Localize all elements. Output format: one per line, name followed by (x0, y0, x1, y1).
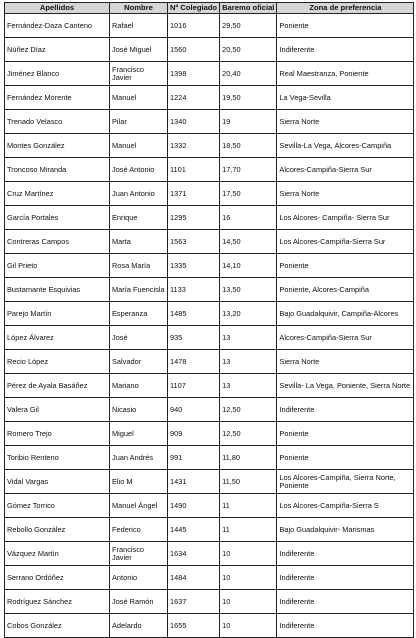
cell-apellidos: Rodríguez Sánchez (5, 590, 110, 614)
cell-zona: Sierra Norte (277, 110, 414, 134)
cell-baremo: 10 (220, 590, 277, 614)
cell-apellidos: Montes González (5, 134, 110, 158)
cell-nombre: José Antonio (110, 158, 168, 182)
cell-zona: Indiferente (277, 614, 414, 638)
cell-colegiado: 1563 (168, 230, 220, 254)
table-row (5, 14, 414, 38)
header-nombre: Nombre (110, 3, 168, 14)
cell-zona: Sierra Norte (277, 350, 414, 374)
cell-baremo: 10 (220, 542, 277, 566)
cell-apellidos: Trenado Velasco (5, 110, 110, 134)
cell-colegiado: 1016 (168, 14, 220, 38)
cell-apellidos: Romero Trejo (5, 422, 110, 446)
cell-zona: Bajo Guadalquivir- Marismas (277, 518, 414, 542)
cell-colegiado: 1107 (168, 374, 220, 398)
cell-nombre: Adelardo (110, 614, 168, 638)
cell-nombre: Elio M (110, 470, 168, 494)
cell-colegiado: 940 (168, 398, 220, 422)
cell-zona: Los Alcores-Campiña, Sierra Norte, Poniente (277, 470, 414, 494)
table-row (5, 86, 414, 110)
preference-table (4, 2, 414, 638)
cell-apellidos: Recio López (5, 350, 110, 374)
cell-baremo: 10 (220, 614, 277, 638)
cell-colegiado: 1431 (168, 470, 220, 494)
cell-nombre: Manuel Ángel (110, 494, 168, 518)
cell-baremo: 13,50 (220, 278, 277, 302)
cell-nombre: María Fuencisla (110, 278, 168, 302)
table-row (5, 446, 414, 470)
table-row (5, 302, 414, 326)
header-baremo: Baremo oficial (220, 3, 277, 14)
table-row (5, 590, 414, 614)
cell-colegiado: 1332 (168, 134, 220, 158)
cell-baremo: 13,20 (220, 302, 277, 326)
table-row (5, 134, 414, 158)
cell-nombre: José Miguel (110, 38, 168, 62)
cell-colegiado: 1655 (168, 614, 220, 638)
cell-baremo: 13 (220, 374, 277, 398)
cell-apellidos: Vidal Vargas (5, 470, 110, 494)
table-row (5, 254, 414, 278)
cell-zona: Los Alcores-Campiña-Sierra Sur (277, 230, 414, 254)
table-row (5, 38, 414, 62)
cell-apellidos: Fernández Morente (5, 86, 110, 110)
cell-colegiado: 1335 (168, 254, 220, 278)
cell-nombre: Juan Antonio (110, 182, 168, 206)
table-row (5, 62, 414, 86)
cell-baremo: 20,50 (220, 38, 277, 62)
cell-colegiado: 935 (168, 326, 220, 350)
cell-baremo: 16 (220, 206, 277, 230)
cell-baremo: 14,50 (220, 230, 277, 254)
table-row (5, 230, 414, 254)
table-row (5, 374, 414, 398)
cell-zona: Sevilla- La Vega, Poniente, Sierra Norte (277, 374, 414, 398)
cell-zona: Real Maestranza, Poniente (277, 62, 414, 86)
cell-apellidos: Cobos González (5, 614, 110, 638)
cell-nombre: Nicasio (110, 398, 168, 422)
cell-colegiado: 1560 (168, 38, 220, 62)
cell-nombre: Francisco Javier (110, 542, 168, 566)
cell-apellidos: Gil Prieto (5, 254, 110, 278)
cell-nombre: Manuel (110, 134, 168, 158)
cell-apellidos: Gómez Torrico (5, 494, 110, 518)
cell-apellidos: Toribio Renteno (5, 446, 110, 470)
cell-colegiado: 1133 (168, 278, 220, 302)
header-zona: Zona de preferencia (277, 3, 414, 14)
cell-nombre: Antonio (110, 566, 168, 590)
cell-apellidos: Parejo Martín (5, 302, 110, 326)
cell-apellidos: Jiménez Blanco (5, 62, 110, 86)
cell-apellidos: Pérez de Ayala Basáñez (5, 374, 110, 398)
cell-zona: Poniente (277, 14, 414, 38)
cell-nombre: Mariano (110, 374, 168, 398)
cell-baremo: 20,40 (220, 62, 277, 86)
cell-baremo: 10 (220, 566, 277, 590)
header-row (5, 3, 414, 14)
cell-colegiado: 909 (168, 422, 220, 446)
table-row (5, 158, 414, 182)
table-row (5, 326, 414, 350)
cell-zona: Poniente (277, 446, 414, 470)
cell-zona: Sevilla-La Vega, Alcores-Campiña (277, 134, 414, 158)
cell-baremo: 11 (220, 518, 277, 542)
table-row (5, 422, 414, 446)
cell-zona: Alcores-Campiña-Sierra Sur (277, 326, 414, 350)
cell-baremo: 11,80 (220, 446, 277, 470)
cell-nombre: Esperanza (110, 302, 168, 326)
cell-baremo: 14,10 (220, 254, 277, 278)
cell-nombre: Rosa María (110, 254, 168, 278)
cell-nombre: José (110, 326, 168, 350)
cell-nombre: Rafael (110, 14, 168, 38)
cell-zona: Los Alcores-Campiña-Sierra S (277, 494, 414, 518)
cell-baremo: 18,50 (220, 134, 277, 158)
cell-baremo: 12,50 (220, 398, 277, 422)
cell-baremo: 19 (220, 110, 277, 134)
table-header (5, 3, 414, 14)
cell-nombre: Enrique (110, 206, 168, 230)
table-row (5, 398, 414, 422)
cell-nombre: José Ramón (110, 590, 168, 614)
cell-apellidos: Fernández-Daza Canteno (5, 14, 110, 38)
table-row (5, 518, 414, 542)
cell-nombre: Juan Andrés (110, 446, 168, 470)
cell-colegiado: 1340 (168, 110, 220, 134)
cell-nombre: Pilar (110, 110, 168, 134)
header-colegiado: Nº Colegiado (168, 3, 220, 14)
cell-baremo: 19,50 (220, 86, 277, 110)
cell-baremo: 12,50 (220, 422, 277, 446)
cell-zona: Indiferente (277, 542, 414, 566)
cell-apellidos: Valera Gil (5, 398, 110, 422)
cell-nombre: Marta (110, 230, 168, 254)
cell-nombre: Miguel (110, 422, 168, 446)
cell-colegiado: 1445 (168, 518, 220, 542)
cell-zona: Poniente, Alcores-Campiña (277, 278, 414, 302)
cell-apellidos: Cruz Martínez (5, 182, 110, 206)
cell-colegiado: 1634 (168, 542, 220, 566)
cell-zona: Bajo Guadalquivir, Campiña-Alcores (277, 302, 414, 326)
table-row (5, 470, 414, 494)
header-apellidos: Apellidos (5, 3, 110, 14)
cell-zona: Indiferente (277, 38, 414, 62)
cell-zona: Poniente (277, 254, 414, 278)
cell-nombre: Federico (110, 518, 168, 542)
cell-colegiado: 1485 (168, 302, 220, 326)
cell-apellidos: Vázquez Martín (5, 542, 110, 566)
cell-baremo: 13 (220, 326, 277, 350)
cell-zona: Indiferente (277, 566, 414, 590)
cell-zona: Indiferente (277, 590, 414, 614)
cell-colegiado: 1484 (168, 566, 220, 590)
cell-apellidos: Núñez Díaz (5, 38, 110, 62)
cell-baremo: 11,50 (220, 470, 277, 494)
cell-nombre: Salvador (110, 350, 168, 374)
cell-nombre: Francisco Javier (110, 62, 168, 86)
cell-colegiado: 1295 (168, 206, 220, 230)
cell-apellidos: García Portales (5, 206, 110, 230)
cell-zona: Sierra Norte (277, 182, 414, 206)
cell-baremo: 13 (220, 350, 277, 374)
cell-nombre: Manuel (110, 86, 168, 110)
cell-zona: La Vega-Sevilla (277, 86, 414, 110)
cell-colegiado: 1371 (168, 182, 220, 206)
cell-colegiado: 1101 (168, 158, 220, 182)
cell-baremo: 17,70 (220, 158, 277, 182)
cell-apellidos: Troncoso Miranda (5, 158, 110, 182)
cell-zona: Poniente (277, 422, 414, 446)
cell-apellidos: Rebollo González (5, 518, 110, 542)
table-row (5, 542, 414, 566)
table-row (5, 566, 414, 590)
cell-apellidos: Bustamante Esquivias (5, 278, 110, 302)
cell-zona: Alcores-Campiña-Sierra Sur (277, 158, 414, 182)
table-row (5, 614, 414, 638)
cell-apellidos: Serrano Ordóñez (5, 566, 110, 590)
cell-colegiado: 1637 (168, 590, 220, 614)
table-row (5, 278, 414, 302)
table-row (5, 110, 414, 134)
cell-baremo: 11 (220, 494, 277, 518)
table-row (5, 182, 414, 206)
cell-colegiado: 1224 (168, 86, 220, 110)
cell-zona: Indiferente (277, 398, 414, 422)
cell-baremo: 17,50 (220, 182, 277, 206)
cell-colegiado: 1478 (168, 350, 220, 374)
cell-colegiado: 1398 (168, 62, 220, 86)
cell-apellidos: López Álvarez (5, 326, 110, 350)
cell-apellidos: Contreras Campos (5, 230, 110, 254)
cell-zona: Los Alcores- Campiña- Sierra Sur (277, 206, 414, 230)
cell-colegiado: 991 (168, 446, 220, 470)
cell-colegiado: 1490 (168, 494, 220, 518)
cell-baremo: 29,50 (220, 14, 277, 38)
table-body (5, 14, 414, 638)
table-row (5, 350, 414, 374)
table-row (5, 206, 414, 230)
table-row (5, 494, 414, 518)
